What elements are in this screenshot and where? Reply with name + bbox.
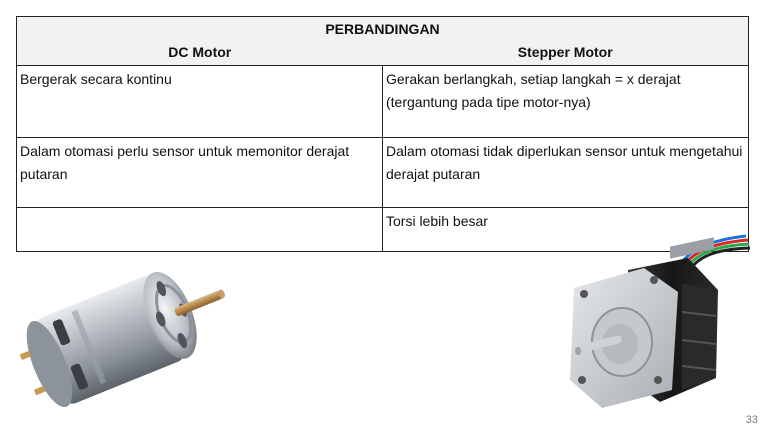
header-dc-motor: DC Motor	[17, 41, 383, 66]
cell-dc: Bergerak secara kontinu	[17, 66, 383, 138]
cell-dc: Dalam otomasi perlu sensor untuk memonitor derajat putaran	[17, 138, 383, 208]
header-stepper-motor: Stepper Motor	[383, 41, 749, 66]
table-row	[17, 138, 749, 208]
stepper-motor-image	[560, 230, 756, 410]
dc-motor-image	[14, 240, 246, 416]
table-row	[17, 66, 749, 138]
table-title: PERBANDINGAN	[17, 17, 749, 42]
comparison-table	[16, 16, 749, 252]
cell-stepper: Dalam otomasi tidak diperlukan sensor untuk mengetahui derajat putaran	[383, 138, 749, 208]
cell-stepper: Torsi lebih besar	[383, 207, 749, 251]
cell-stepper: Gerakan berlangkah, setiap langkah = x derajat (tergantung pada tipe motor-nya)	[383, 66, 749, 138]
page-number: 33	[745, 414, 758, 426]
